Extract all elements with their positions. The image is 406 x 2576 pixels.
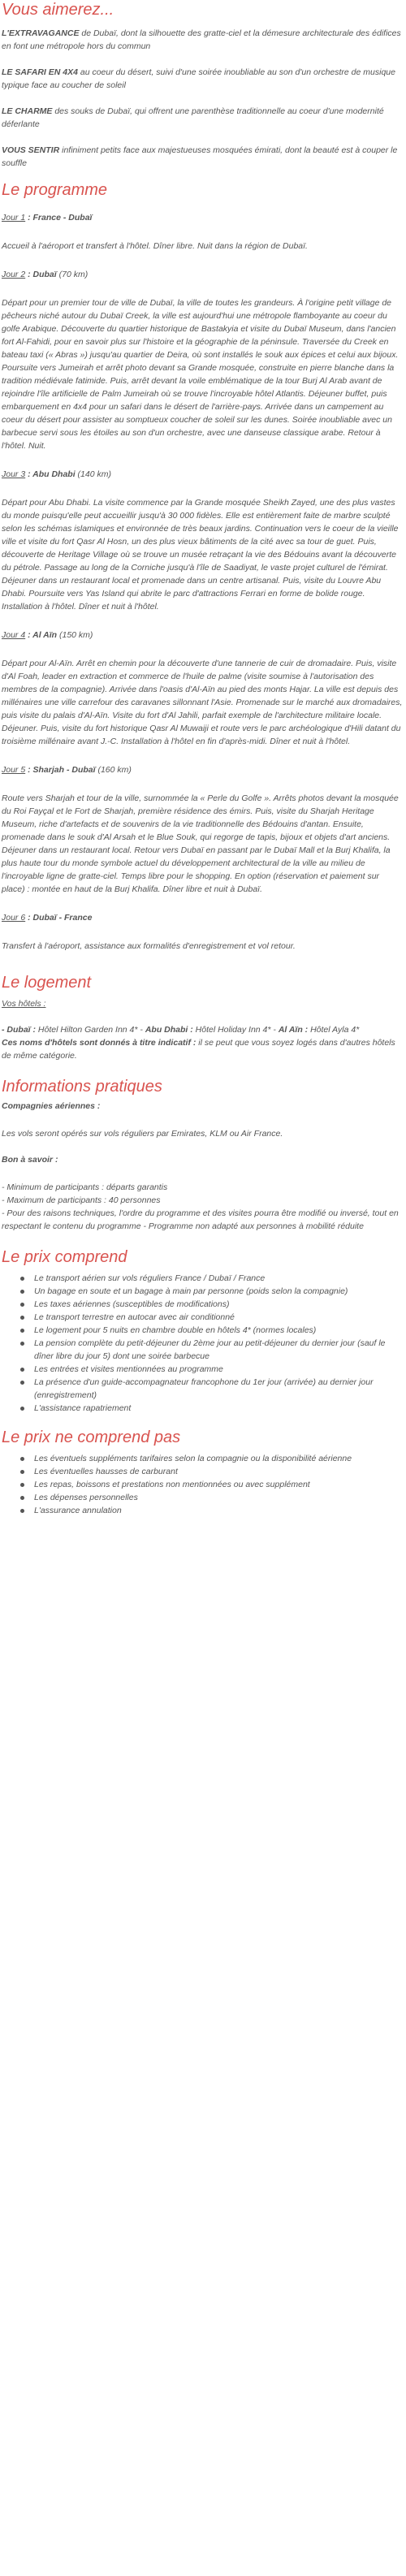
hotel-city-2: Abu Dhabi : xyxy=(145,1025,193,1035)
day-title xyxy=(2,911,404,924)
companies-text: Les vols seront opérés sur vols réguliers par Emirates, KLM ou Air France. xyxy=(2,1129,283,1139)
list-item xyxy=(34,1363,404,1376)
list-item-text: Le transport aérien sur vols réguliers France / Dubaï / France xyxy=(34,1273,266,1283)
intro-text: des souks de Dubaï, qui offrent une parenthèse traditionnelle au coeur d'une modernité déferlante xyxy=(2,106,384,129)
comprend-heading: Le prix comprend xyxy=(2,1248,127,1266)
list-item xyxy=(34,1272,404,1285)
day-description: Départ pour un premier tour de ville de Dubaï, la ville de toutes les grandeurs. À l'origine petit village de pêcheurs niché autour du Dubaï Creek, la ville est aujourd'hui une métropole flamboyante au coeur du golfe Arabique. Découverte du quartier historique de Bastakyia et visite du Dubaï Museum, dans l'ancien fort Al-Fahidi, pour en savoir plus sur l'histoire et la géographie de la péninsule. Traversée du Creek en bateau taxi (« Abras ») jusqu'au quartier de Deira, où sont installés le souk aux épices et celui aux bijoux. Poursuite vers Jumeirah et arrêt photo devant sa Grande mosquée, construite en pierre blanche dans la tradition médiévale fatimide. Puis, arrêt devant la voile emblématique de la tour Burj Al Arab avant de rejoindre l'île artificielle de Palm Jumeirah où se trouve l'incroyable hôtel Atlantis. Déjeuner buffet, puis embarquement en 4x4 pour un safari dans le désert de l'arrière-pays. Arrivée dans un campement au coeur du désert pour assister au somptueux coucher de soleil sur les dunes. Soirée inoubliable avec un barbecue servi sous les étoiles au son d'un orchestre, avec une danseuse classique arabe. Retour à l'hôtel. Nuit. xyxy=(2,298,399,451)
hotels-list xyxy=(2,1023,404,1036)
day-distance: (70 km) xyxy=(56,270,89,279)
bullet-icon xyxy=(20,1509,24,1513)
list-item xyxy=(34,1337,404,1363)
list-item-text: Les entrées et visites mentionnées au programme xyxy=(34,1364,223,1374)
hotel-city-1: - Dubaï : xyxy=(2,1025,36,1035)
ne-comprend-section xyxy=(2,1428,404,1517)
programme-section xyxy=(2,180,404,968)
list-item xyxy=(34,1376,404,1402)
day-title xyxy=(2,211,404,224)
day-place: : Sharjah - Dubaï xyxy=(25,765,96,775)
comprend-list xyxy=(2,1272,404,1415)
day-description: Départ pour Al-Aïn. Arrêt en chemin pour la découverte d'une tannerie de cuir de dromadaire. Puis, visite d'Al Foah, leader en extraction et commerce de l'huile de palme (visite soumise à l'autorisation des membres de la compagnie). Arrivée dans l'oasis d'Al-Aïn au pied des monts Hajar. La ville est depuis des millénaires une ville carrefour des caravanes sillonnant l'Asie. Promenade sur le marché aux dromadaires, puis visite du palais d'Al-Aïn. Visite du fort d'Al Jahili, parfait exemple de l'architecture militaire locale. Déjeuner. Puis, visite du fort historique Qasr Al Muwaiji et route vers le parc archéologique d'Hili datant du troisième millénaire avant J.-C. Installation à l'hôtel en fin d'après-midi. Dîner et nuit à l'hôtel. xyxy=(2,659,403,746)
day-place: : Abu Dhabi xyxy=(25,469,76,479)
day-description: Transfert à l'aéroport, assistance aux formalités d'enregistrement et vol retour. xyxy=(2,941,296,951)
day-distance: (140 km) xyxy=(75,469,111,479)
hotel-city-3: Al Aïn : xyxy=(278,1025,309,1035)
hotels-note-text: il se peut que vous soyez logés dans d'autres hôtels de même catégorie. xyxy=(2,1038,395,1061)
bullet-icon xyxy=(20,1290,24,1294)
list-item-text: Un bagage en soute et un bagage à main par personne (poids selon la compagnie) xyxy=(34,1286,348,1296)
hotels-subheading: Vos hôtels : xyxy=(2,999,46,1009)
day-place: : Al Aïn xyxy=(25,630,58,640)
intro-heading: Vous aimerez... xyxy=(2,1,114,19)
list-item xyxy=(34,1465,404,1478)
list-item-text: Les dépenses personnelles xyxy=(34,1493,138,1502)
intro-lead: LE SAFARI EN 4X4 xyxy=(2,67,78,77)
bullet-icon xyxy=(20,1496,24,1500)
intro-paragraphs xyxy=(2,27,404,170)
list-item xyxy=(34,1452,404,1465)
list-item-text: Les repas, boissons et prestations non mentionnées ou avec supplément xyxy=(34,1480,310,1489)
list-item xyxy=(34,1504,404,1517)
hotel-name-3: Hôtel Ayla 4* xyxy=(308,1025,360,1035)
hotel-name-1: Hôtel Hilton Garden Inn 4* - xyxy=(36,1025,145,1035)
list-item xyxy=(34,1491,404,1504)
day-label: Jour 3 xyxy=(2,469,26,479)
bullet-icon xyxy=(20,1407,24,1411)
pratiques-section xyxy=(2,1077,404,1233)
day-label: Jour 2 xyxy=(2,270,26,279)
list-item-text: La pension complète du petit-déjeuner du 2ème jour au petit-déjeuner du dernier jour (sauf le dîner libre du jour 5) dont une soirée barbecue xyxy=(34,1338,386,1361)
bullet-icon xyxy=(20,1457,24,1461)
list-item-text: Les éventuels suppléments tarifaires selon la compagnie ou la disponibilité aérienne xyxy=(34,1454,352,1463)
list-item-text: Les éventuelles hausses de carburant xyxy=(34,1467,178,1476)
day-label: Jour 6 xyxy=(2,913,26,923)
bullet-icon xyxy=(20,1342,24,1346)
intro-text: de Dubaï, dont la silhouette des gratte-ciel et la démesure architecturale des édifices en font une métropole hors du commun xyxy=(2,28,401,51)
list-item-text: L'assurance annulation xyxy=(34,1506,122,1515)
day-place: : France - Dubaï xyxy=(25,213,93,223)
logement-section xyxy=(2,973,404,1062)
intro-section xyxy=(2,0,404,170)
bon-a-savoir-list xyxy=(2,1181,404,1233)
day-title xyxy=(2,629,404,642)
intro-text: infiniment petits face aux majestueuses mosquées émirati, dont la beauté est à couper le souffle xyxy=(2,145,398,168)
day-description: Route vers Sharjah et tour de la ville, surnommée la « Perle du Golfe ». Arrêts photos devant la mosquée du Roi Fayçal et le Fort de Sharjah, première résidence des émirs. Puis, visite du Sharjah Heritage Museum, riche d'artefacts et de souvenirs de la vie traditionnelle des Bédouins d'antan. Ensuite, promenade dans le souk d'Al Arsah et le Blue Souk, qui regorge de tapis, bijoux et objets d'art anciens. Déjeuner dans un restaurant local. Retour vers Dubaï en passant par le Dubaï Mall et la Burj Khalifa, la plus haute tour du monde symbole actuel du développement architectural de la ville au milieu de l'incroyable ligne de gratte-ciel. Temps libre pour le shopping. En option (réservation et paiement sur place) : montée en haut de la Burj Khalifa. Dîner libre et nuit à Dubaï. xyxy=(2,793,399,894)
day-distance: (150 km) xyxy=(57,630,93,640)
day-distance: (160 km) xyxy=(95,765,132,775)
intro-lead: VOUS SENTIR xyxy=(2,145,60,155)
bon-a-savoir-item: - Maximum de participants : 40 personnes xyxy=(2,1195,161,1205)
bon-a-savoir-item: - Minimum de participants : départs garantis xyxy=(2,1182,168,1192)
hotels-note xyxy=(2,1036,404,1062)
pratiques-heading: Informations pratiques xyxy=(2,1078,162,1096)
list-item xyxy=(34,1324,404,1337)
bon-a-savoir-label: Bon à savoir : xyxy=(2,1155,58,1165)
day-label: Jour 1 xyxy=(2,213,26,223)
bon-a-savoir-item: - Pour des raisons techniques, l'ordre du programme et des visites pourra être modifié ou inversé, tout en respectant le contenu du programme - Programme non adapté aux personnes à mobilité réduite xyxy=(2,1208,399,1231)
day-description: Accueil à l'aéroport et transfert à l'hôtel. Dîner libre. Nuit dans la région de Dubaï. xyxy=(2,241,308,251)
list-item-text: L'assistance rapatriement xyxy=(34,1403,132,1413)
day-place: : Dubaï xyxy=(25,270,57,279)
day-title xyxy=(2,763,404,776)
bullet-icon xyxy=(20,1303,24,1307)
intro-paragraph xyxy=(2,105,404,131)
hotel-name-2: Hôtel Holiday Inn 4* - xyxy=(192,1025,279,1035)
comprend-section xyxy=(2,1247,404,1415)
day-label: Jour 4 xyxy=(2,630,26,640)
list-item xyxy=(34,1285,404,1298)
logement-heading: Le logement xyxy=(2,974,92,992)
bullet-icon xyxy=(20,1483,24,1487)
day-label: Jour 5 xyxy=(2,765,26,775)
day-description: Départ pour Abu Dhabi. La visite commence par la Grande mosquée Sheikh Zayed, une des plus vastes du monde puisqu'elle peut accueillir jusqu'à 30 000 fidèles. Elle est entièrement faite de marbre sculpté selon les schémas islamiques et environnée de très beaux jardins. Continuation vers le coeur de la vieille ville et visite du fort Qasr Al Hosn, un des plus vieux bâtiments de la cité avec sa tour de guet. Puis, découverte de Heritage Village où se trouve un musée retraçant la vie des Bédouins avant la découverte du pétrole. Passage au long de la Corniche jusqu'à l'île de Saadiyat, le vaste projet culturel de l'émirat. Déjeuner dans un restaurant local et promenade dans un centre artisanal. Puis, visite du Louvre Abu Dhabi. Poursuite vers Yas Island qui abrite le parc d'attractions Ferrari en forme de bolide rouge. Installation à l'hôtel. Dîner et nuit à l'hôtel. xyxy=(2,498,399,612)
ne-comprend-heading: Le prix ne comprend pas xyxy=(2,1428,181,1446)
day-title xyxy=(2,268,404,281)
list-item-text: La présence d'un guide-accompagnateur francophone du 1er jour (arrivée) au dernier jour (enregistrement) xyxy=(34,1377,374,1400)
hotels-note-lead: Ces noms d'hôtels sont donnés à titre indicatif : xyxy=(2,1038,197,1048)
bullet-icon xyxy=(20,1316,24,1320)
day-place: : Dubaï - France xyxy=(25,913,93,923)
list-item xyxy=(34,1478,404,1491)
day-title xyxy=(2,468,404,481)
intro-lead: L'EXTRAVAGANCE xyxy=(2,28,80,38)
programme-heading: Le programme xyxy=(2,181,108,199)
intro-paragraph xyxy=(2,66,404,92)
list-item-text: Le transport terrestre en autocar avec air conditionné xyxy=(34,1312,235,1322)
bullet-icon xyxy=(20,1329,24,1333)
bullet-icon xyxy=(20,1277,24,1281)
intro-text: au coeur du désert, suivi d'une soirée inoubliable au son d'un orchestre de musique typique face au coucher de soleil xyxy=(2,67,395,90)
ne-comprend-list xyxy=(2,1452,404,1517)
bullet-icon xyxy=(20,1381,24,1385)
list-item xyxy=(34,1311,404,1324)
companies-label: Compagnies aériennes : xyxy=(2,1101,101,1111)
list-item-text: Le logement pour 5 nuits en chambre double en hôtels 4* (normes locales) xyxy=(34,1325,317,1335)
bullet-icon xyxy=(20,1368,24,1372)
intro-lead: LE CHARME xyxy=(2,106,53,116)
list-item-text: Les taxes aériennes (susceptibles de modifications) xyxy=(34,1299,230,1309)
intro-paragraph xyxy=(2,27,404,53)
list-item xyxy=(34,1298,404,1311)
intro-paragraph xyxy=(2,144,404,170)
programme-days xyxy=(2,211,404,968)
list-item xyxy=(34,1402,404,1415)
bullet-icon xyxy=(20,1470,24,1474)
